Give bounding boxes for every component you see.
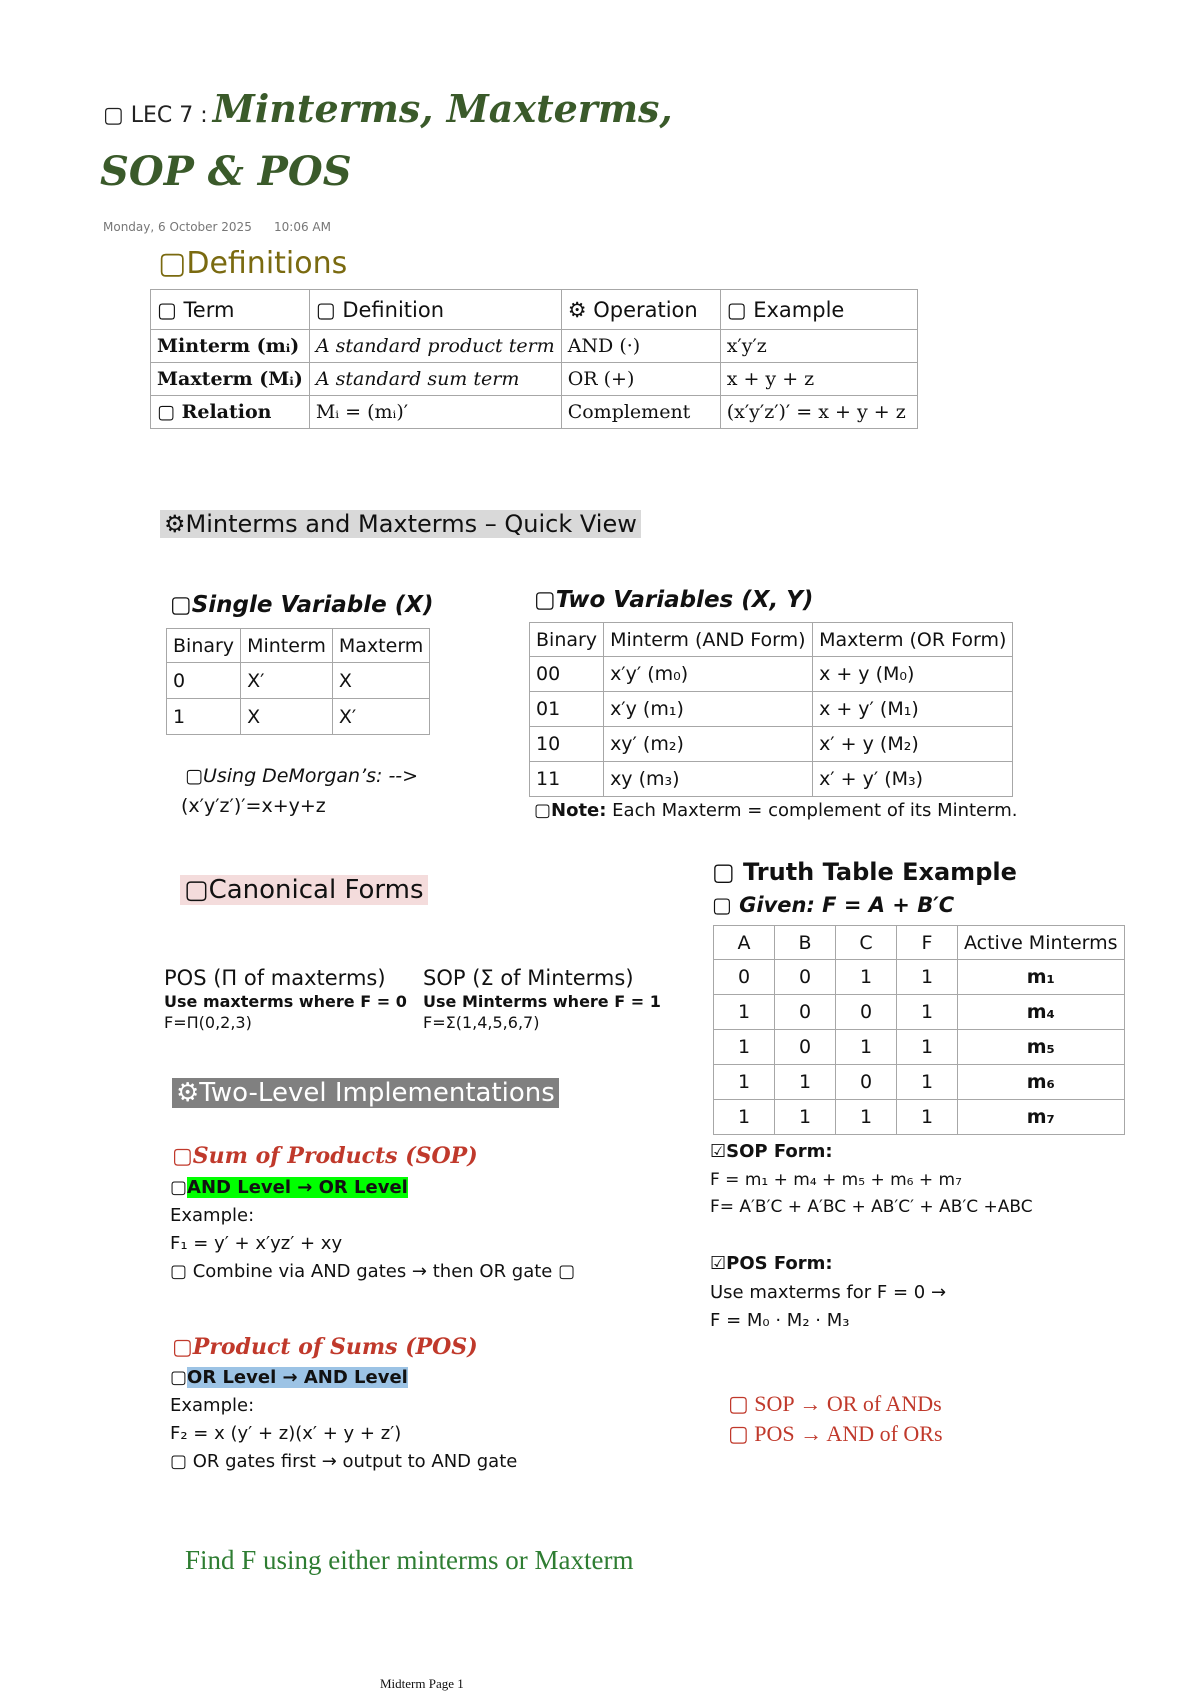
table-cell: A standard sum term (309, 363, 561, 396)
truth-table-given: ▢ Given: F = A + B′C (712, 893, 955, 917)
canonical-heading: ▢Canonical Forms (180, 875, 428, 905)
table-cell: x′y′z (720, 330, 917, 363)
table-cell: xy (m₃) (604, 762, 813, 797)
table-cell: 1 (775, 1100, 836, 1135)
table-cell: AND (·) (561, 330, 720, 363)
sop-example-label: Example: (170, 1205, 255, 1226)
pos-section (172, 1334, 478, 1360)
table-cell: A standard product term (309, 330, 561, 363)
definitions-col-operation: ⚙ Operation (561, 290, 720, 330)
table-cell: ▢ Relation (151, 396, 310, 429)
table-cell: m₅ (958, 1030, 1125, 1065)
page-footer: Midterm Page 1 (380, 1676, 464, 1691)
definitions-col-term: ▢ Term (151, 290, 310, 330)
table-cell: 0 (836, 995, 897, 1030)
table-cell: x′y′ (m₀) (604, 657, 813, 692)
single-variable-table (166, 628, 430, 735)
demorgan-line-1: ▢Using DeMorgan’s: --> (185, 765, 419, 787)
pos-section-title: ▢Product of Sums (POS) (172, 1334, 478, 1360)
table-header-row (530, 623, 1013, 657)
table-cell: 1 (836, 960, 897, 995)
single-variable-title: ▢Single Variable (X) (170, 592, 434, 618)
table-header-cell: Minterm (AND Form) (604, 623, 813, 657)
pos-block (164, 966, 407, 1032)
table-cell: 1 (897, 995, 958, 1030)
sop-title: SOP (Σ of Minterms) (423, 966, 634, 990)
pos-level-text: OR Level → AND Level (187, 1367, 408, 1388)
sop-section-title: ▢Sum of Products (SOP) (172, 1143, 478, 1169)
definitions-col-example: ▢ Example (720, 290, 917, 330)
table-cell: 1 (897, 1100, 958, 1135)
sop-line-2: F=Σ(1,4,5,6,7) (423, 1013, 540, 1032)
truth-table-heading: ▢ Truth Table Example (712, 858, 1017, 886)
table-cell: X (332, 663, 429, 699)
task-text: Find F using either minterms or Maxterm (185, 1545, 634, 1575)
table-cell: 1 (714, 1030, 775, 1065)
note-text: Each Maxterm = complement of its Minterm. (606, 800, 1018, 821)
pos-line-2: F=Π(0,2,3) (164, 1013, 252, 1032)
table-cell: 1 (897, 1065, 958, 1100)
table-cell: x + y (M₀) (813, 657, 1013, 692)
table-header-cell: Minterm (241, 629, 333, 663)
pos-level (170, 1367, 408, 1388)
table-row (151, 363, 918, 396)
table-cell: X′ (332, 699, 429, 735)
table-cell: 1 (167, 699, 241, 735)
sop-example: F₁ = y′ + x′yz′ + xy (170, 1233, 343, 1254)
sop-level-text: AND Level → OR Level (187, 1177, 408, 1198)
table-cell: 0 (775, 995, 836, 1030)
pos-level-prefix: ▢ (170, 1367, 188, 1388)
sop-line-1: Use Minterms where F = 1 (423, 992, 661, 1011)
table-cell: m₇ (958, 1100, 1125, 1135)
table-row (530, 727, 1013, 762)
pos-title: POS (Π of maxterms) (164, 966, 386, 990)
table-header-cell: C (836, 926, 897, 960)
note (534, 800, 1017, 821)
pos-example-label: Example: (170, 1395, 255, 1416)
sop-form-label: ☑SOP Form: (710, 1141, 833, 1162)
sop-level (170, 1177, 408, 1198)
table-row (151, 396, 918, 429)
table-cell: 0 (836, 1065, 897, 1100)
definitions-table (150, 289, 918, 429)
table-cell: 0 (714, 960, 775, 995)
table-row (167, 663, 430, 699)
table-cell: x′ + y (M₂) (813, 727, 1013, 762)
definitions-header-row (151, 290, 918, 330)
table-cell: Mᵢ = (mᵢ)′ (309, 396, 561, 429)
table-cell: 10 (530, 727, 604, 762)
table-header-cell: Active Minterms (958, 926, 1125, 960)
table-cell: x + y + z (720, 363, 917, 396)
title-line-2: SOP & POS (100, 148, 352, 195)
pos-example: F₂ = x (y′ + z)(x′ + y + z′) (170, 1423, 402, 1444)
table-cell: 1 (836, 1030, 897, 1065)
table-cell: Maxterm (Mᵢ) (151, 363, 310, 396)
summary-sop: ▢ SOP → OR of ANDs (728, 1391, 942, 1416)
pos-note: ▢ OR gates first → output to AND gate (170, 1451, 518, 1472)
table-row (167, 699, 430, 735)
table-cell: x′ + y′ (M₃) (813, 762, 1013, 797)
table-header-cell: Maxterm (332, 629, 429, 663)
table-cell: Minterm (mᵢ) (151, 330, 310, 363)
table-cell: 1 (714, 1065, 775, 1100)
table-cell: 01 (530, 692, 604, 727)
page-time: 10:06 AM (274, 220, 331, 234)
sop-block (423, 966, 661, 1032)
table-cell: X (241, 699, 333, 735)
table-cell: 1 (897, 960, 958, 995)
table-cell: xy′ (m₂) (604, 727, 813, 762)
table-header-cell: A (714, 926, 775, 960)
table-cell: 0 (775, 1030, 836, 1065)
table-cell: 1 (836, 1100, 897, 1135)
truth-table (713, 925, 1125, 1135)
table-cell: 1 (775, 1065, 836, 1100)
table-header-cell: Binary (530, 623, 604, 657)
table-cell: (x′y′z′)′ = x + y + z (720, 396, 917, 429)
table-cell: 1 (714, 1100, 775, 1135)
pos-form-line-1: Use maxterms for F = 0 → (710, 1282, 947, 1303)
table-row (530, 692, 1013, 727)
table-row (530, 657, 1013, 692)
definitions-col-definition: ▢ Definition (309, 290, 561, 330)
table-cell: 1 (897, 1030, 958, 1065)
table-row (530, 762, 1013, 797)
pos-form-label: ☑POS Form: (710, 1253, 833, 1274)
table-header-cell: F (897, 926, 958, 960)
two-level-heading: ⚙Two-Level Implementations (172, 1078, 559, 1108)
table-cell: m₆ (958, 1065, 1125, 1100)
table-row (714, 1100, 1125, 1135)
pos-form-line-2: F = M₀ · M₂ · M₃ (710, 1310, 850, 1331)
table-cell: x + y′ (M₁) (813, 692, 1013, 727)
table-row (151, 330, 918, 363)
page-date: Monday, 6 October 2025 (103, 220, 252, 234)
demorgan-line-2: (x′y′z′)′=x+y+z (181, 795, 326, 817)
table-row (714, 1065, 1125, 1100)
definitions-heading: ▢Definitions (158, 246, 348, 281)
sop-section (172, 1143, 478, 1169)
table-header-cell: Maxterm (OR Form) (813, 623, 1013, 657)
table-cell: 11 (530, 762, 604, 797)
table-header-row (714, 926, 1125, 960)
table-header-cell: B (775, 926, 836, 960)
table-cell: OR (+) (561, 363, 720, 396)
table-cell: m₁ (958, 960, 1125, 995)
table-row (714, 995, 1125, 1030)
sop-form-line-2: F= A′B′C + A′BC + AB′C′ + AB′C +ABC (710, 1197, 1033, 1217)
table-row (714, 1030, 1125, 1065)
summary-pos: ▢ POS → AND of ORs (728, 1421, 943, 1446)
table-row (714, 960, 1125, 995)
table-cell: 0 (775, 960, 836, 995)
sop-form-line-1: F = m₁ + m₄ + m₅ + m₆ + m₇ (710, 1170, 962, 1190)
pos-line-1: Use maxterms where F = 0 (164, 992, 407, 1011)
title-line-1: Minterms, Maxterms, (212, 86, 673, 131)
lecture-title (103, 86, 673, 131)
table-header-cell: Binary (167, 629, 241, 663)
table-cell: 0 (167, 663, 241, 699)
table-cell: m₄ (958, 995, 1125, 1030)
two-variables-title: ▢Two Variables (X, Y) (534, 587, 814, 613)
sop-level-prefix: ▢ (170, 1177, 188, 1198)
note-label: ▢Note: (534, 800, 607, 821)
quick-view-heading: ⚙Minterms and Maxterms – Quick View (160, 510, 641, 538)
table-cell: Complement (561, 396, 720, 429)
title-prefix: ▢ LEC 7 : (103, 103, 208, 128)
table-header-row (167, 629, 430, 663)
table-cell: x′y (m₁) (604, 692, 813, 727)
table-cell: 1 (714, 995, 775, 1030)
table-cell: 00 (530, 657, 604, 692)
two-variables-table (529, 622, 1013, 797)
table-cell: X′ (241, 663, 333, 699)
sop-note: ▢ Combine via AND gates → then OR gate ▢ (170, 1261, 576, 1282)
